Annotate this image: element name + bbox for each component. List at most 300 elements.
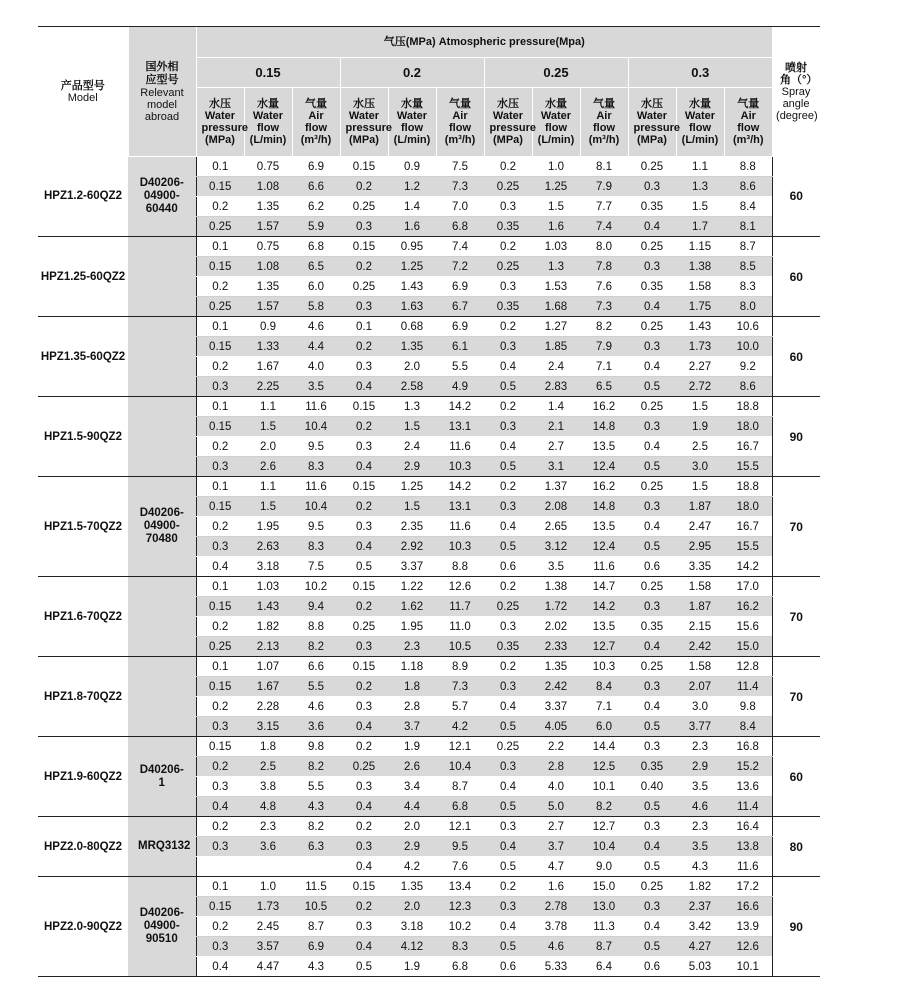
value-cell: 8.2	[580, 317, 628, 337]
value-cell: 11.6	[292, 397, 340, 417]
value-cell: 0.2	[340, 597, 388, 617]
value-cell: 0.3	[196, 837, 244, 857]
abroad-model-cell: D40206-1	[128, 737, 196, 817]
value-cell: 0.15	[196, 497, 244, 517]
value-cell: 13.6	[724, 777, 772, 797]
value-cell: 2.08	[532, 497, 580, 517]
value-cell: 0.5	[628, 937, 676, 957]
air-flow-header	[436, 88, 484, 157]
value-cell: 10.5	[436, 637, 484, 657]
value-cell: 3.8	[244, 777, 292, 797]
value-cell: 6.9	[292, 157, 340, 177]
value-cell: 1.22	[388, 577, 436, 597]
value-cell: 0.4	[628, 917, 676, 937]
value-cell: 9.2	[724, 357, 772, 377]
value-cell: 1.4	[388, 197, 436, 217]
table-row	[38, 737, 820, 757]
value-cell: 0.25	[196, 297, 244, 317]
value-cell: 14.8	[580, 417, 628, 437]
value-cell: 0.4	[628, 217, 676, 237]
value-cell: 0.2	[340, 817, 388, 837]
value-cell: 0.75	[244, 237, 292, 257]
value-cell: 10.2	[292, 577, 340, 597]
value-cell: 1.38	[532, 577, 580, 597]
model-cell: HPZ1.5-70QZ2	[38, 477, 128, 577]
value-cell: 0.3	[484, 277, 532, 297]
water-flow-header-cn: 水量	[401, 98, 423, 110]
water-pressure-header-en: Water pressure (MPa)	[489, 110, 536, 146]
value-cell: 3.5	[676, 837, 724, 857]
value-cell: 3.78	[532, 917, 580, 937]
value-cell: 11.4	[724, 677, 772, 697]
value-cell: 0.75	[244, 157, 292, 177]
value-cell: 16.8	[724, 737, 772, 757]
value-cell: 1.7	[676, 217, 724, 237]
water-flow-header	[676, 88, 724, 157]
water-flow-header-cn: 水量	[257, 98, 279, 110]
value-cell: 0.95	[388, 237, 436, 257]
value-cell: 11.3	[580, 917, 628, 937]
value-cell: 2.9	[388, 457, 436, 477]
value-cell: 7.7	[580, 197, 628, 217]
value-cell: 14.2	[580, 597, 628, 617]
value-cell: 12.7	[580, 817, 628, 837]
value-cell: 9.8	[724, 697, 772, 717]
value-cell: 2.0	[388, 357, 436, 377]
value-cell: 0.6	[484, 957, 532, 977]
table-row	[38, 317, 820, 337]
value-cell: 0.35	[628, 197, 676, 217]
value-cell: 0.4	[196, 957, 244, 977]
value-cell: 2.35	[388, 517, 436, 537]
value-cell: 1.43	[388, 277, 436, 297]
value-cell: 6.8	[292, 237, 340, 257]
value-cell: 11.6	[436, 437, 484, 457]
value-cell: 1.5	[676, 197, 724, 217]
value-cell: 0.15	[340, 477, 388, 497]
value-cell: 1.27	[532, 317, 580, 337]
water-pressure-header-cn: 水压	[497, 98, 519, 110]
value-cell: 0.5	[484, 937, 532, 957]
value-cell: 1.3	[388, 397, 436, 417]
value-cell: 4.4	[388, 797, 436, 817]
value-cell: 2.9	[676, 757, 724, 777]
value-cell: 10.2	[436, 917, 484, 937]
value-cell: 1.87	[676, 497, 724, 517]
value-cell: 0.15	[340, 577, 388, 597]
value-cell: 9.0	[580, 857, 628, 877]
value-cell: 8.0	[724, 297, 772, 317]
value-cell: 1.82	[244, 617, 292, 637]
value-cell: 1.1	[676, 157, 724, 177]
value-cell: 14.2	[436, 397, 484, 417]
water-flow-header	[388, 88, 436, 157]
value-cell: 1.5	[244, 417, 292, 437]
value-cell: 0.3	[628, 417, 676, 437]
value-cell: 3.7	[388, 717, 436, 737]
table-row	[38, 477, 820, 497]
value-cell: 1.0	[532, 157, 580, 177]
spec-table	[38, 26, 820, 977]
value-cell: 0.3	[628, 677, 676, 697]
value-cell: 13.5	[580, 617, 628, 637]
value-cell: 2.83	[532, 377, 580, 397]
value-cell: 6.3	[292, 837, 340, 857]
value-cell: 6.6	[292, 657, 340, 677]
value-cell: 0.3	[340, 637, 388, 657]
value-cell: 4.6	[532, 937, 580, 957]
value-cell: 4.12	[388, 937, 436, 957]
value-cell: 2.42	[532, 677, 580, 697]
value-cell: 1.1	[244, 397, 292, 417]
value-cell: 3.77	[676, 717, 724, 737]
value-cell: 0.4	[628, 837, 676, 857]
value-cell: 0.3	[196, 777, 244, 797]
value-cell: 1.37	[532, 477, 580, 497]
value-cell: 7.8	[580, 257, 628, 277]
spray-angle-cell: 70	[772, 577, 820, 657]
value-cell: 9.8	[292, 737, 340, 757]
value-cell: 2.8	[388, 697, 436, 717]
value-cell: 0.1	[196, 237, 244, 257]
model-cell: HPZ1.2-60QZ2	[38, 157, 128, 237]
value-cell: 0.1	[340, 317, 388, 337]
value-cell: 8.6	[724, 177, 772, 197]
value-cell: 10.4	[292, 497, 340, 517]
spray-angle-cell: 80	[772, 817, 820, 877]
value-cell: 1.5	[244, 497, 292, 517]
value-cell: 0.3	[340, 917, 388, 937]
value-cell: 5.5	[436, 357, 484, 377]
water-pressure-header-cn: 水压	[641, 98, 663, 110]
value-cell: 4.6	[292, 697, 340, 717]
spray-angle-cell: 60	[772, 157, 820, 237]
value-cell: 1.4	[532, 397, 580, 417]
value-cell: 0.5	[628, 537, 676, 557]
value-cell: 10.6	[724, 317, 772, 337]
value-cell: 0.5	[484, 857, 532, 877]
value-cell: 2.5	[244, 757, 292, 777]
value-cell: 0.5	[484, 377, 532, 397]
value-cell: 16.2	[580, 397, 628, 417]
value-cell: 0.5	[484, 717, 532, 737]
model-cell: HPZ1.8-70QZ2	[38, 657, 128, 737]
spray-angle-cell: 90	[772, 877, 820, 977]
value-cell: 4.0	[292, 357, 340, 377]
value-cell: 2.0	[388, 897, 436, 917]
value-cell: 0.15	[196, 257, 244, 277]
value-cell: 0.2	[340, 337, 388, 357]
value-cell: 0.3	[196, 937, 244, 957]
value-cell: 0.4	[484, 437, 532, 457]
value-cell: 2.47	[676, 517, 724, 537]
value-cell: 0.15	[196, 677, 244, 697]
value-cell: 6.4	[580, 957, 628, 977]
value-cell: 11.7	[436, 597, 484, 617]
value-cell: 1.5	[676, 397, 724, 417]
value-cell: 0.5	[340, 957, 388, 977]
water-pressure-header	[340, 88, 392, 157]
abroad-model-cell: D40206-04900-70480	[128, 477, 196, 577]
value-cell: 2.63	[244, 537, 292, 557]
value-cell: 0.1	[196, 877, 244, 897]
water-pressure-header-en: Water pressure (MPa)	[345, 110, 392, 146]
value-cell: 1.25	[388, 477, 436, 497]
value-cell: 0.5	[484, 537, 532, 557]
air-flow-header	[292, 88, 340, 157]
value-cell: 0.4	[196, 797, 244, 817]
value-cell: 0.3	[340, 217, 388, 237]
value-cell: 0.25	[340, 617, 388, 637]
value-cell: 10.5	[292, 897, 340, 917]
value-cell: 0.35	[628, 757, 676, 777]
value-cell: 15.0	[580, 877, 628, 897]
value-cell: 4.05	[532, 717, 580, 737]
value-cell: 8.7	[292, 917, 340, 937]
value-cell: 0.5	[628, 797, 676, 817]
value-cell: 0.2	[340, 257, 388, 277]
value-cell: 4.9	[436, 377, 484, 397]
value-cell: 2.92	[388, 537, 436, 557]
value-cell: 13.5	[580, 517, 628, 537]
abroad-model-cell: MRQ3132	[128, 817, 196, 877]
value-cell: 1.38	[676, 257, 724, 277]
water-pressure-header	[628, 88, 680, 157]
value-cell: 4.8	[244, 797, 292, 817]
value-cell: 9.5	[436, 837, 484, 857]
value-cell: 2.45	[244, 917, 292, 937]
value-cell: 1.53	[532, 277, 580, 297]
value-cell: 8.4	[724, 717, 772, 737]
value-cell: 8.7	[580, 937, 628, 957]
value-cell: 0.3	[196, 377, 244, 397]
value-cell: 18.0	[724, 497, 772, 517]
value-cell: 0.3	[340, 517, 388, 537]
water-flow-header-en: Water flow (L/min)	[681, 110, 719, 146]
value-cell: 1.35	[244, 197, 292, 217]
value-cell: 3.35	[676, 557, 724, 577]
water-flow-header	[244, 88, 292, 157]
value-cell: 2.3	[244, 817, 292, 837]
value-cell: 0.2	[340, 417, 388, 437]
value-cell: 10.3	[580, 657, 628, 677]
value-cell: 12.1	[436, 817, 484, 837]
spray-angle-cell: 90	[772, 397, 820, 477]
value-cell: 4.7	[532, 857, 580, 877]
value-cell: 0.2	[340, 737, 388, 757]
air-flow-header-cn: 气量	[737, 98, 760, 110]
value-cell: 0.4	[340, 537, 388, 557]
value-cell: 8.9	[436, 657, 484, 677]
value-cell: 2.6	[244, 457, 292, 477]
value-cell: 0.2	[196, 517, 244, 537]
value-cell: 8.3	[292, 457, 340, 477]
value-cell: 2.6	[388, 757, 436, 777]
value-cell: 14.2	[436, 477, 484, 497]
value-cell: 0.4	[628, 517, 676, 537]
value-cell: 0.3	[340, 697, 388, 717]
value-cell: 1.57	[244, 297, 292, 317]
table-row	[38, 237, 820, 257]
value-cell: 1.75	[676, 297, 724, 317]
value-cell: 5.8	[292, 297, 340, 317]
value-cell: 0.15	[196, 737, 244, 757]
value-cell: 1.35	[388, 877, 436, 897]
value-cell: 0.3	[340, 837, 388, 857]
value-cell: 13.0	[580, 897, 628, 917]
value-cell: 15.5	[724, 537, 772, 557]
water-pressure-header-en: Water pressure (MPa)	[201, 110, 248, 146]
value-cell: 2.42	[676, 637, 724, 657]
value-cell: 7.4	[580, 217, 628, 237]
value-cell: 3.12	[532, 537, 580, 557]
value-cell: 0.4	[340, 457, 388, 477]
value-cell: 13.1	[436, 417, 484, 437]
value-cell: 18.0	[724, 417, 772, 437]
value-cell: 1.68	[532, 297, 580, 317]
value-cell: 14.2	[724, 557, 772, 577]
value-cell: 2.9	[388, 837, 436, 857]
value-cell: 2.02	[532, 617, 580, 637]
value-cell: 1.08	[244, 257, 292, 277]
value-cell: 7.0	[436, 197, 484, 217]
value-cell: 0.5	[628, 857, 676, 877]
pressure-header: 0.25	[484, 58, 628, 88]
value-cell: 0.3	[196, 457, 244, 477]
value-cell: 2.15	[676, 617, 724, 637]
value-cell: 0.3	[484, 617, 532, 637]
value-cell: 0.3	[484, 337, 532, 357]
value-cell: 10.4	[580, 837, 628, 857]
value-cell: 5.0	[532, 797, 580, 817]
value-cell: 6.6	[292, 177, 340, 197]
value-cell: 0.3	[628, 177, 676, 197]
value-cell: 10.1	[724, 957, 772, 977]
water-flow-header-en: Water flow (L/min)	[393, 110, 431, 146]
value-cell: 8.6	[724, 377, 772, 397]
value-cell: 6.9	[436, 277, 484, 297]
value-cell: 16.2	[580, 477, 628, 497]
value-cell: 7.9	[580, 337, 628, 357]
value-cell: 2.28	[244, 697, 292, 717]
angle-header-en: Spray angle (degree)	[776, 85, 818, 122]
value-cell: 1.95	[244, 517, 292, 537]
value-cell: 0.25	[196, 217, 244, 237]
value-cell: 0.2	[484, 477, 532, 497]
air-flow-header-cn: 气量	[305, 98, 327, 110]
air-flow-header	[580, 88, 628, 157]
value-cell: 2.4	[532, 357, 580, 377]
value-cell: 8.0	[580, 237, 628, 257]
value-cell: 1.5	[388, 497, 436, 517]
value-cell: 1.35	[388, 337, 436, 357]
value-cell: 2.1	[532, 417, 580, 437]
air-flow-header-en: Air flow (m³/h)	[732, 110, 764, 146]
value-cell: 1.07	[244, 657, 292, 677]
value-cell: 3.6	[292, 717, 340, 737]
table-row	[38, 657, 820, 677]
value-cell: 6.2	[292, 197, 340, 217]
value-cell: 1.85	[532, 337, 580, 357]
value-cell: 1.67	[244, 677, 292, 697]
value-cell: 0.2	[484, 237, 532, 257]
value-cell: 0.5	[628, 717, 676, 737]
value-cell: 1.35	[244, 277, 292, 297]
value-cell: 3.7	[532, 837, 580, 857]
value-cell: 12.8	[724, 657, 772, 677]
value-cell: 0.3	[628, 337, 676, 357]
value-cell: 1.6	[532, 217, 580, 237]
value-cell: 0.4	[484, 917, 532, 937]
value-cell: 3.18	[388, 917, 436, 937]
value-cell: 9.5	[292, 437, 340, 457]
value-cell: 7.3	[436, 677, 484, 697]
spray-angle-cell: 60	[772, 317, 820, 397]
angle-header-cn: 喷射角（°）	[780, 61, 818, 86]
abroad-model-cell: D40206-04900-60440	[128, 157, 196, 237]
water-flow-header-en: Water flow (L/min)	[249, 110, 287, 146]
table-row	[38, 577, 820, 597]
value-cell: 1.03	[244, 577, 292, 597]
value-cell: 0.3	[628, 497, 676, 517]
value-cell: 10.0	[724, 337, 772, 357]
value-cell: 0.1	[196, 317, 244, 337]
value-cell: 2.2	[532, 737, 580, 757]
value-cell: 0.5	[628, 377, 676, 397]
value-cell: 1.9	[388, 957, 436, 977]
value-cell: 7.5	[292, 557, 340, 577]
value-cell: 8.2	[580, 797, 628, 817]
abroad-model-cell	[128, 317, 196, 397]
value-cell: 5.03	[676, 957, 724, 977]
value-cell: 1.58	[676, 657, 724, 677]
water-pressure-header-cn: 水压	[209, 98, 231, 110]
value-cell: 0.15	[340, 657, 388, 677]
value-cell: 0.2	[484, 397, 532, 417]
value-cell: 1.6	[532, 877, 580, 897]
value-cell: 0.25	[628, 477, 676, 497]
value-cell: 0.35	[484, 217, 532, 237]
value-cell: 1.9	[388, 737, 436, 757]
value-cell: 0.1	[196, 477, 244, 497]
value-cell: 0.4	[484, 697, 532, 717]
value-cell: 8.8	[724, 157, 772, 177]
value-cell: 7.1	[580, 697, 628, 717]
air-flow-header-en: Air flow (m³/h)	[588, 110, 620, 146]
value-cell: 1.62	[388, 597, 436, 617]
value-cell: 7.6	[436, 857, 484, 877]
table-row	[38, 397, 820, 417]
value-cell: 11.0	[436, 617, 484, 637]
value-cell: 0.15	[340, 877, 388, 897]
value-cell: 0.25	[628, 317, 676, 337]
value-cell: 0.3	[628, 897, 676, 917]
value-cell: 2.07	[676, 677, 724, 697]
abroad-header-en: Relevant model abroad	[140, 86, 184, 123]
value-cell: 0.35	[484, 637, 532, 657]
value-cell: 0.15	[196, 417, 244, 437]
value-cell: 1.5	[676, 477, 724, 497]
value-cell: 0.25	[484, 597, 532, 617]
value-cell: 0.68	[388, 317, 436, 337]
table-row	[38, 877, 820, 897]
model-cell: HPZ1.35-60QZ2	[38, 317, 128, 397]
value-cell: 0.4	[340, 717, 388, 737]
value-cell: 0.25	[196, 637, 244, 657]
pressure-header: 0.2	[340, 58, 484, 88]
abroad-model-cell	[128, 237, 196, 317]
value-cell: 0.3	[340, 437, 388, 457]
